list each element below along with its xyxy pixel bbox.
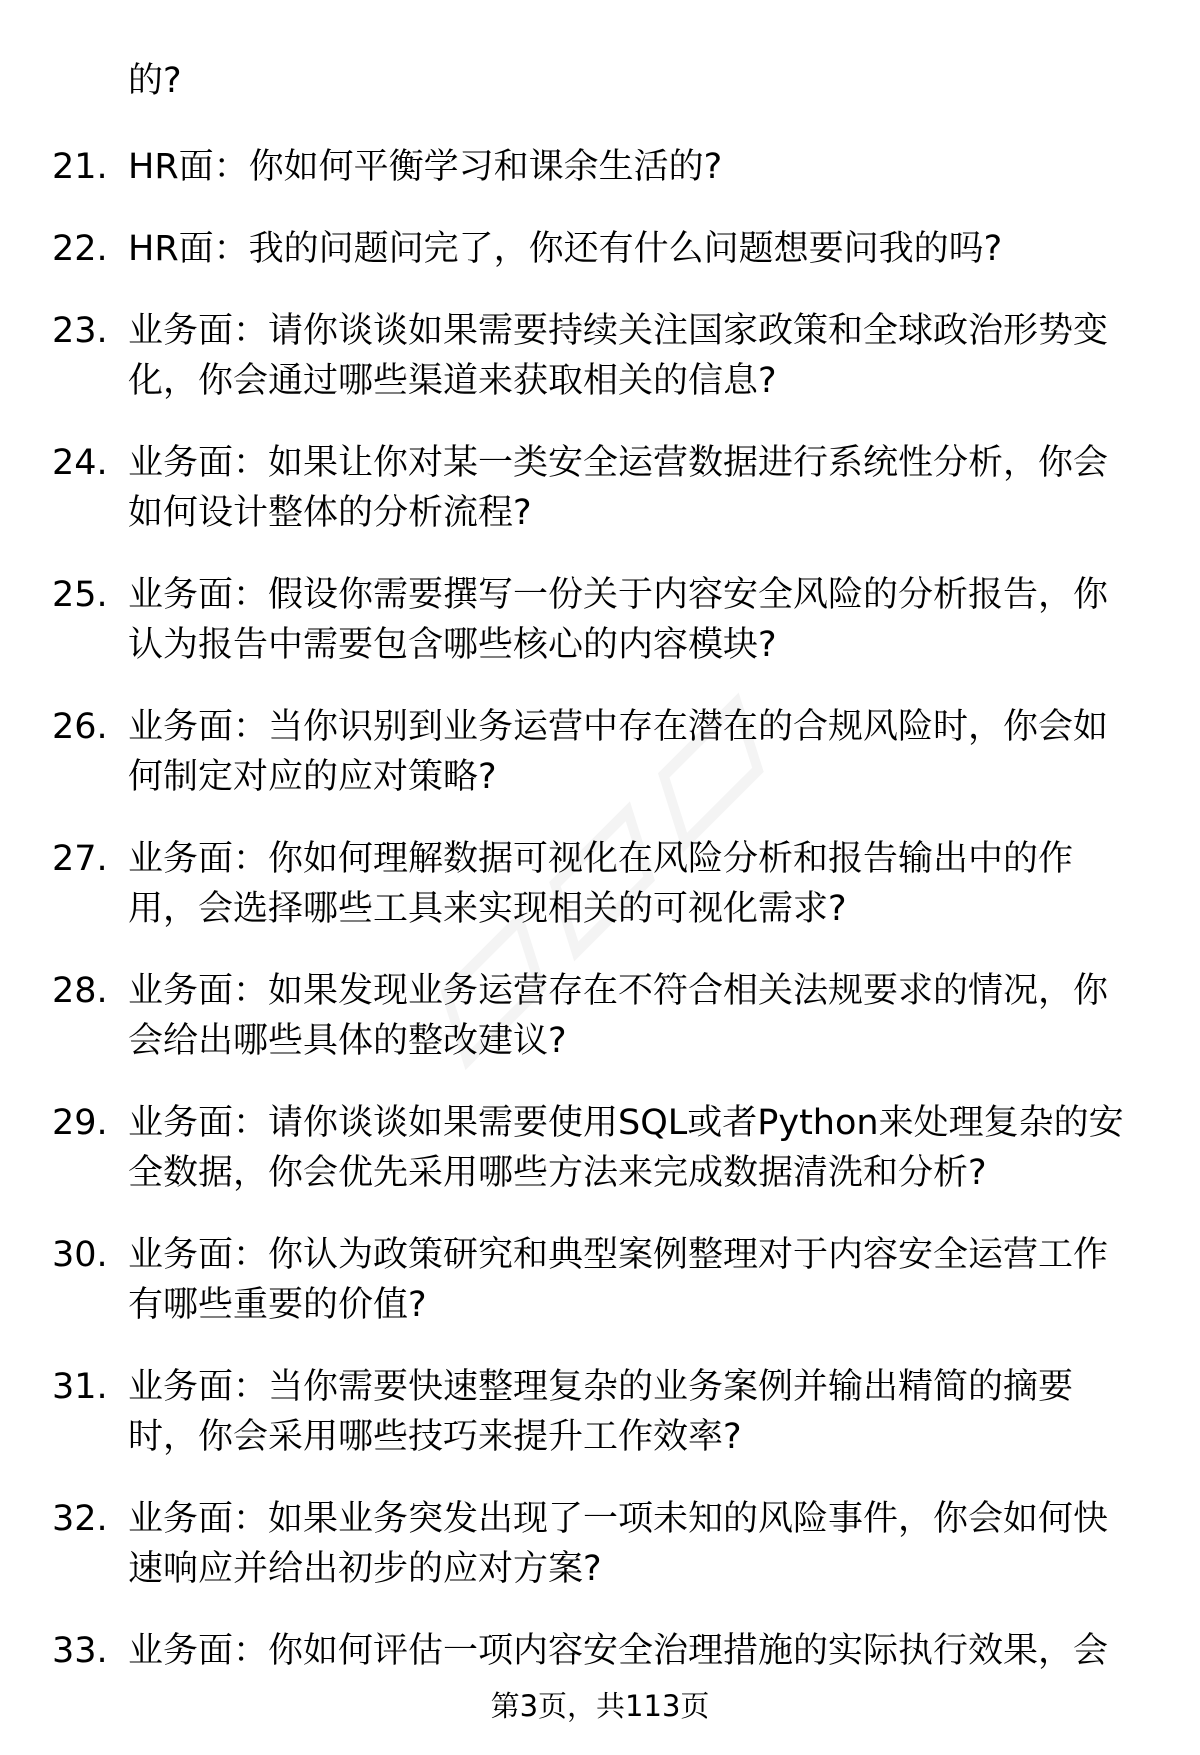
- question-text: [128, 142, 1158, 192]
- question-text: [128, 306, 1158, 406]
- question-number: 30.: [52, 1235, 108, 1275]
- question-number: 25.: [52, 575, 108, 615]
- question-text-line: 业务面：如果让你对某一类安全运营数据进行系统性分析，你会: [128, 443, 1109, 483]
- question-text: [128, 1362, 1158, 1462]
- question-text: [128, 570, 1158, 670]
- question-item: [52, 702, 1162, 802]
- question-text: [128, 966, 1158, 1066]
- question-text-line: 业务面：请你谈谈如果需要使用SQL或者Python来处理复杂的安: [128, 1103, 1124, 1143]
- question-text: [128, 1494, 1158, 1594]
- question-item: [52, 570, 1162, 670]
- question-text-line: 化，你会通过哪些渠道来获取相关的信息?: [128, 361, 777, 401]
- question-text-line: 全数据，你会优先采用哪些方法来完成数据清洗和分析?: [128, 1153, 987, 1193]
- question-number: 26.: [52, 707, 108, 747]
- question-text-line: 业务面：请你谈谈如果需要持续关注国家政策和全球政治形势变: [128, 311, 1109, 351]
- question-text: [128, 1098, 1158, 1198]
- question-text: [128, 224, 1158, 274]
- question-item: [52, 224, 1162, 274]
- question-text-line: 业务面：你如何评估一项内容安全治理措施的实际执行效果，会: [128, 1631, 1109, 1671]
- question-list: [52, 142, 1162, 1708]
- page-footer: 第3页，共113页: [490, 1689, 710, 1723]
- question-number: 28.: [52, 971, 108, 1011]
- question-number: 31.: [52, 1367, 108, 1407]
- question-text-line: 业务面：当你识别到业务运营中存在潜在的合规风险时，你会如: [128, 707, 1109, 747]
- question-text-line: HR面：你如何平衡学习和课余生活的?: [128, 147, 723, 187]
- question-text: [128, 834, 1158, 934]
- question-number: 33.: [52, 1631, 108, 1671]
- question-text-line: 速响应并给出初步的应对方案?: [128, 1549, 602, 1589]
- question-item: [52, 1494, 1162, 1594]
- question-text-line: 业务面：如果发现业务运营存在不符合相关法规要求的情况，你: [128, 971, 1109, 1011]
- question-text-line: 何制定对应的应对策略?: [128, 757, 497, 797]
- question-text-line: 时，你会采用哪些技巧来提升工作效率?: [128, 1417, 742, 1457]
- question-text: [128, 702, 1158, 802]
- question-text-line: 会给出哪些具体的整改建议?: [128, 1021, 567, 1061]
- question-item: [52, 142, 1162, 192]
- question-item: [52, 438, 1162, 538]
- question-text: [128, 438, 1158, 538]
- question-number: 27.: [52, 839, 108, 879]
- question-item: [52, 966, 1162, 1066]
- question-text-line: 业务面：假设你需要撰写一份关于内容安全风险的分析报告，你: [128, 575, 1109, 615]
- question-text-line: 如何设计整体的分析流程?: [128, 493, 532, 533]
- question-text-line: 认为报告中需要包含哪些核心的内容模块?: [128, 625, 777, 665]
- question-item: [52, 306, 1162, 406]
- question-text-line: 有哪些重要的价值?: [128, 1285, 427, 1325]
- question-number: 24.: [52, 443, 108, 483]
- question-text-line: 业务面：如果业务突发出现了一项未知的风险事件，你会如何快: [128, 1499, 1109, 1539]
- continuation-text: 的?: [128, 61, 182, 101]
- question-text-line: 用，会选择哪些工具来实现相关的可视化需求?: [128, 889, 847, 929]
- question-number: 21.: [52, 147, 108, 187]
- question-item: [52, 834, 1162, 934]
- question-text: [128, 1230, 1158, 1330]
- question-number: 23.: [52, 311, 108, 351]
- question-item: [52, 1230, 1162, 1330]
- question-text: [128, 1626, 1158, 1676]
- question-item: [52, 1098, 1162, 1198]
- question-number: 29.: [52, 1103, 108, 1143]
- question-text-line: 业务面：你如何理解数据可视化在风险分析和报告输出中的作: [128, 839, 1074, 879]
- question-number: 32.: [52, 1499, 108, 1539]
- question-text-line: 业务面：你认为政策研究和典型案例整理对于内容安全运营工作: [128, 1235, 1109, 1275]
- question-number: 22.: [52, 229, 108, 269]
- question-item: [52, 1362, 1162, 1462]
- question-item: [52, 1626, 1162, 1676]
- question-text-line: 业务面：当你需要快速整理复杂的业务案例并输出精简的摘要: [128, 1367, 1074, 1407]
- question-text-line: HR面：我的问题问完了，你还有什么问题想要问我的吗?: [128, 229, 1003, 269]
